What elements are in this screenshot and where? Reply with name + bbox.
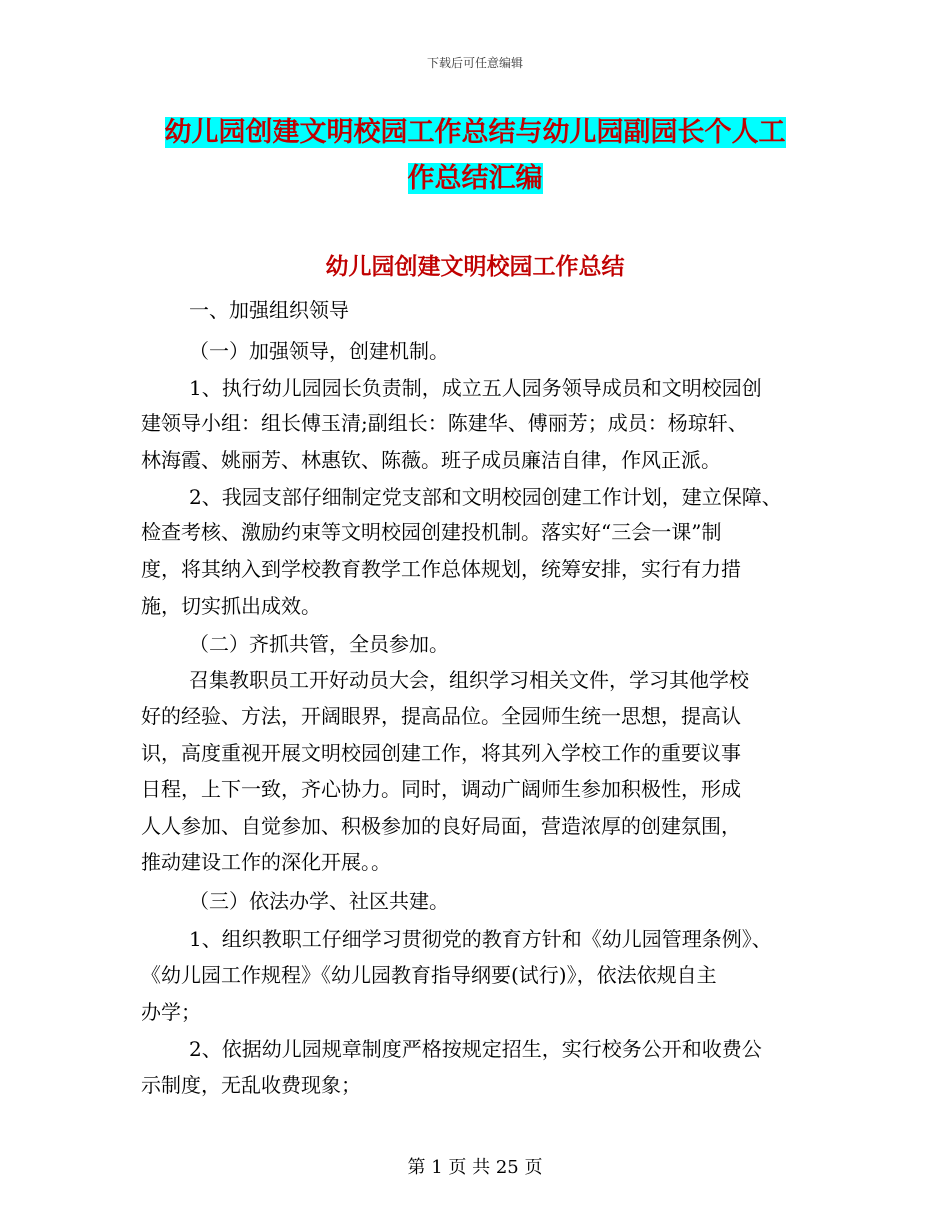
paragraph-line: 人人参加、自觉参加、积极参加的良好局面，营造浓厚的创建氛围， xyxy=(141,814,741,838)
document-title xyxy=(140,110,810,202)
paragraph-line: 日程，上下一致，齐心协力。同时，调动广阔师生参加积极性，形成 xyxy=(141,777,741,801)
paragraph-line: 识，高度重视开展文明校园创建工作，将其列入学校工作的重要议事 xyxy=(141,741,741,765)
paragraph-line: 2、依据幼儿园规章制度严格按规定招生，实行校务公开和收费公 xyxy=(189,1037,762,1061)
subheading-2: （二）齐抓共管，全员参加。 xyxy=(189,632,449,656)
paragraph-line: 召集教职员工开好动员大会，组织学习相关文件，学习其他学校 xyxy=(189,668,749,692)
paragraph-line: 1、组织教职工仔细学习贯彻党的教育方针和《幼儿园管理条例》、 xyxy=(189,927,772,951)
heading-1: 一、加强组织领导 xyxy=(189,298,349,322)
paragraph-line: 施，切实抓出成效。 xyxy=(141,594,321,618)
page-footer: 第 1 页 共 25 页 xyxy=(407,1157,543,1178)
paragraph-line: 建领导小组：组长傅玉清;副组长：陈建华、傅丽芳；成员：杨琼轩、 xyxy=(141,411,748,435)
paragraph-line: 度，将其纳入到学校教育教学工作总体规划，统筹安排，实行有力措 xyxy=(141,557,741,581)
paragraph-line: 好的经验、方法，开阔眼界，提高品位。全园师生统一思想，提高认 xyxy=(141,704,741,728)
paragraph-line: 林海霞、姚丽芳、林惠钦、陈薇。班子成员廉洁自律，作风正派。 xyxy=(141,448,721,472)
section-title: 幼儿园创建文明校园工作总结 xyxy=(325,253,625,280)
subheading-1: （一）加强领导，创建机制。 xyxy=(189,339,449,363)
title-line-1: 幼儿园创建文明校园工作总结与幼儿园副园长个人工 xyxy=(164,117,786,148)
title-line-2: 作总结汇编 xyxy=(407,163,543,194)
paragraph-line: 检查考核、激励约束等文明校园创建投机制。落实好“三会一课”制 xyxy=(141,520,722,544)
paragraph-line: 《幼儿园工作规程》《幼儿园教育指导纲要(试行)》，依法依规自主 xyxy=(141,963,717,987)
paragraph-line: 推动建设工作的深化开展。。 xyxy=(141,850,391,874)
paragraph-line: 2、我园支部仔细制定党支部和文明校园创建工作计划，建立保障、 xyxy=(189,485,782,509)
header-note: 下载后可任意编辑 xyxy=(426,56,523,70)
paragraph-line: 1、执行幼儿园园长负责制，成立五人园务领导成员和文明校园创 xyxy=(189,376,762,400)
paragraph-line: 示制度，无乱收费现象； xyxy=(141,1073,361,1097)
subheading-3: （三）依法办学、社区共建。 xyxy=(189,889,449,913)
paragraph-line: 办学； xyxy=(141,1000,201,1024)
